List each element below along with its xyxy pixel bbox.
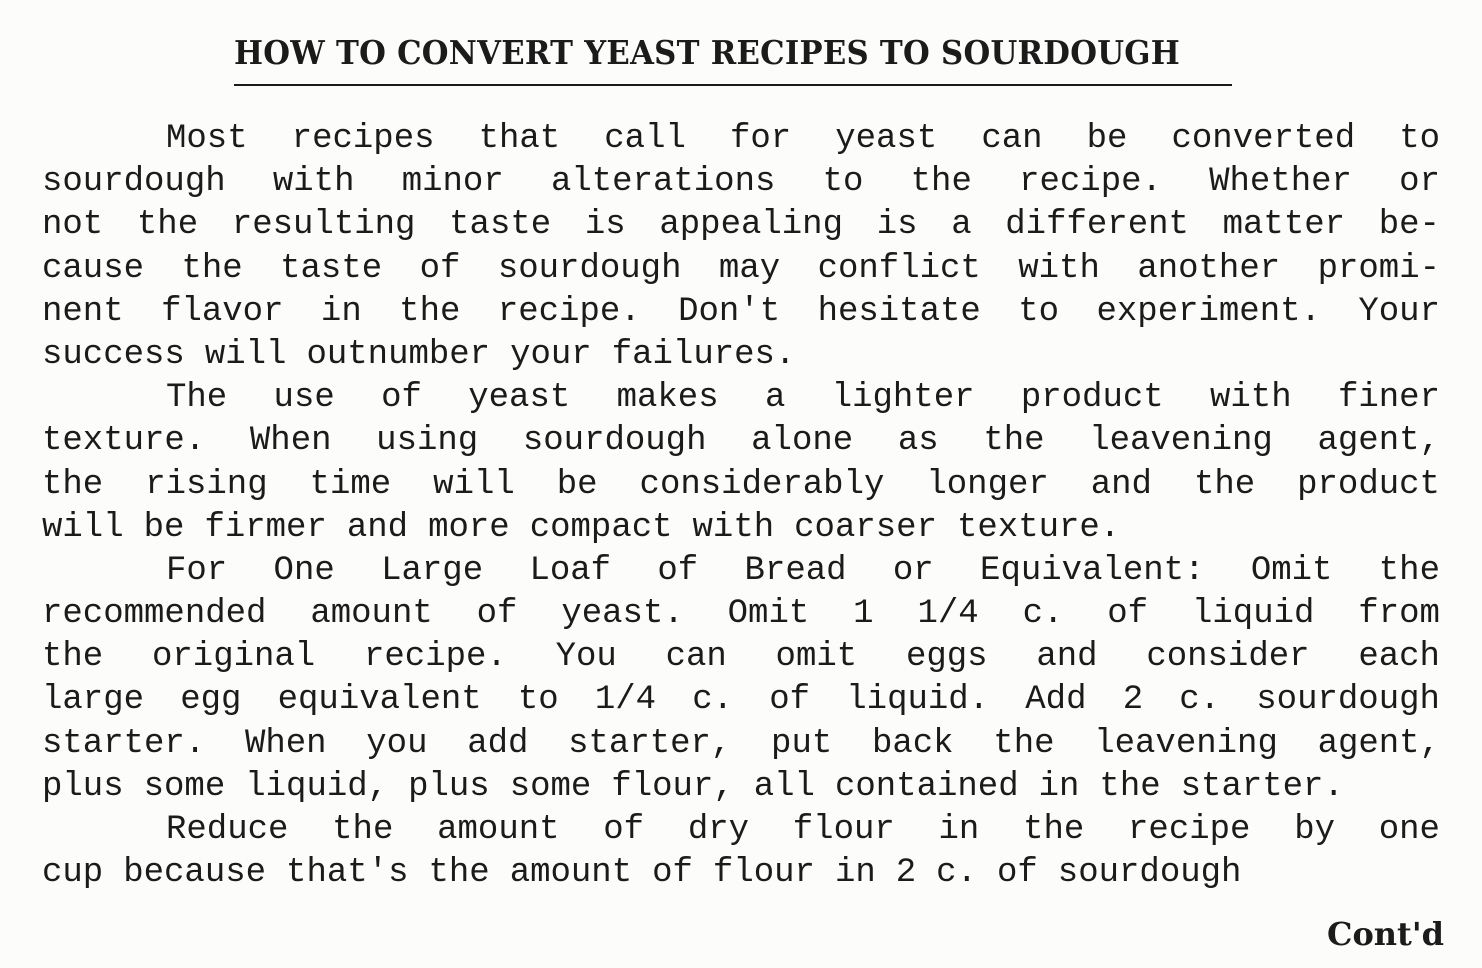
text-line <box>42 679 1440 722</box>
word: in <box>834 854 876 893</box>
word: can <box>981 120 1043 158</box>
word: each <box>1358 638 1440 677</box>
word: sourdough <box>522 422 707 461</box>
word: different <box>1005 206 1189 245</box>
word: taste <box>449 206 552 245</box>
word: to <box>822 163 864 202</box>
word: Your <box>1358 292 1440 331</box>
word: to <box>1399 120 1440 158</box>
word: time <box>309 465 392 504</box>
text-line <box>42 248 1440 291</box>
word: agent, <box>1317 422 1440 461</box>
word: plus <box>42 767 124 806</box>
word: original <box>151 638 316 677</box>
word: in <box>1038 767 1080 806</box>
word: Loaf <box>529 551 612 590</box>
word: flour, <box>611 767 734 806</box>
word: with <box>1210 379 1292 418</box>
word: starter, <box>568 724 732 763</box>
word: using <box>376 422 479 461</box>
word: that's <box>286 854 409 893</box>
word: c. <box>1179 681 1221 720</box>
word: coarser <box>794 508 937 547</box>
word: all <box>753 767 815 806</box>
word: add <box>467 724 529 763</box>
text-line <box>42 377 1440 420</box>
word: cup <box>42 854 104 893</box>
paragraph <box>42 377 1440 550</box>
word: the <box>910 163 972 202</box>
title-underline <box>234 84 1232 86</box>
word: yeast <box>835 120 938 158</box>
word: the <box>181 249 243 288</box>
word: appealing <box>659 206 843 245</box>
word: liquid, <box>245 767 389 806</box>
word: is <box>876 206 918 245</box>
word: the <box>1099 767 1161 806</box>
word: 1/4 <box>594 681 657 720</box>
word: by <box>1294 811 1335 849</box>
word: compact <box>529 508 673 547</box>
word: of <box>381 379 422 418</box>
word: yeast. <box>561 595 684 634</box>
word: in <box>320 292 362 331</box>
word: will <box>42 508 124 547</box>
word: matter <box>1222 206 1346 245</box>
word: You <box>555 638 617 677</box>
word: liquid <box>1191 595 1315 634</box>
word: amount <box>437 811 560 849</box>
text-line <box>42 291 1440 334</box>
word: the <box>1378 551 1440 590</box>
word: When <box>244 724 327 763</box>
word: recipe. <box>1019 163 1162 202</box>
word: 1 <box>853 595 874 634</box>
word: and <box>1090 465 1152 504</box>
word: texture. <box>42 422 206 461</box>
word: minor <box>401 163 504 202</box>
word: considerably <box>639 465 885 504</box>
paragraph <box>42 809 1440 895</box>
text-line <box>42 723 1440 766</box>
word: plus <box>408 767 490 806</box>
text-line <box>42 593 1440 636</box>
word: omit <box>775 638 858 677</box>
word: For <box>166 551 228 590</box>
word: to <box>1018 292 1060 331</box>
text-line <box>42 852 1440 895</box>
word: resulting <box>231 206 416 245</box>
word: another <box>1137 249 1281 288</box>
word: may <box>718 249 781 288</box>
page-title: HOW TO CONVERT YEAST RECIPES TO SOURDOUGH <box>234 33 1181 72</box>
word: your <box>510 335 592 374</box>
word: When <box>249 422 332 461</box>
word: of <box>657 551 699 590</box>
word: lighter <box>831 379 975 418</box>
word: sourdough <box>497 249 682 288</box>
word: or <box>892 551 934 590</box>
word: eggs <box>905 638 988 677</box>
word: Reduce <box>166 811 289 849</box>
word: Omit <box>1250 551 1333 590</box>
word: recipes <box>291 120 435 158</box>
word: you <box>366 724 428 763</box>
text-line <box>42 161 1440 204</box>
word: the <box>399 292 461 331</box>
word: makes <box>616 379 719 418</box>
word: not <box>42 206 104 245</box>
word: hesitate <box>817 292 981 331</box>
word: a <box>951 206 972 245</box>
word: recipe. <box>363 638 507 677</box>
word: will <box>433 465 515 504</box>
word: the <box>42 465 104 504</box>
text-line <box>42 464 1440 507</box>
text-line <box>42 420 1440 463</box>
word: of <box>476 595 518 634</box>
text-line <box>42 766 1440 809</box>
word: will <box>204 335 287 374</box>
word: as <box>897 422 939 461</box>
word: put <box>771 724 833 763</box>
word: leavening <box>1089 422 1273 461</box>
word: texture. <box>956 508 1121 547</box>
word: contained <box>834 767 1019 806</box>
word: failures. <box>611 335 796 374</box>
word: cause <box>42 249 145 288</box>
word: some <box>509 767 592 806</box>
word: of <box>996 854 1038 893</box>
word: be <box>556 465 598 504</box>
text-line <box>42 118 1440 161</box>
word: be <box>143 508 185 547</box>
word: or <box>1399 163 1440 202</box>
word: be- <box>1378 206 1440 245</box>
word: liquid. <box>846 681 990 720</box>
word: sourdough <box>42 163 226 202</box>
word: the <box>428 854 490 893</box>
word: from <box>1358 595 1440 634</box>
document-body <box>42 118 1440 895</box>
word: firmer <box>204 508 327 547</box>
word: finer <box>1337 379 1440 418</box>
word: some <box>143 767 226 806</box>
word: for <box>729 120 792 158</box>
word: promi- <box>1317 249 1440 288</box>
word: yeast <box>468 379 571 418</box>
word: consider <box>1146 638 1310 677</box>
word: and <box>346 508 409 547</box>
word: sourdough <box>1057 854 1242 893</box>
word: alone <box>751 422 854 461</box>
word: with <box>692 508 775 547</box>
word: agent, <box>1317 724 1440 763</box>
word: rising <box>145 465 268 504</box>
word: starter. <box>42 724 206 763</box>
word: Whether <box>1209 163 1352 202</box>
word: can <box>665 638 727 677</box>
word: the <box>993 724 1055 763</box>
word: Bread <box>744 551 847 590</box>
word: of <box>769 681 811 720</box>
word: longer <box>926 465 1049 504</box>
word: dry <box>687 811 750 849</box>
word: nent <box>42 292 124 331</box>
word: to <box>517 681 559 720</box>
word: with <box>1018 249 1100 288</box>
word: be <box>1086 120 1128 158</box>
word: taste <box>280 249 383 288</box>
paragraph <box>42 118 1440 377</box>
text-line <box>42 334 1440 377</box>
word: c. <box>692 681 734 720</box>
word: equivalent <box>277 681 482 720</box>
text-line <box>42 550 1440 593</box>
word: flour <box>792 811 895 849</box>
word: 2 <box>1122 681 1144 720</box>
word: the <box>1023 811 1085 849</box>
word: one <box>1378 811 1440 849</box>
word: c. <box>1022 595 1064 634</box>
word: amount <box>310 595 433 634</box>
word: recommended <box>42 595 267 634</box>
word: egg <box>180 681 242 720</box>
word: leavening <box>1094 724 1278 763</box>
word: recipe <box>1128 811 1251 849</box>
word: sourdough <box>1256 681 1440 720</box>
word: the <box>1193 465 1256 504</box>
word: because <box>123 854 267 893</box>
word: amount <box>509 854 633 893</box>
word: product <box>1297 465 1440 504</box>
word: of <box>1107 595 1149 634</box>
text-line <box>42 636 1440 679</box>
word: starter. <box>1180 767 1344 806</box>
word: call <box>604 120 686 158</box>
word: 1/4 <box>917 595 979 634</box>
word: and <box>1036 638 1098 677</box>
word: experiment. <box>1096 292 1321 331</box>
word: a <box>764 379 786 418</box>
word: that <box>478 120 561 158</box>
text-line <box>42 507 1440 550</box>
word: conflict <box>817 249 981 288</box>
text-line <box>42 809 1440 852</box>
word: the <box>983 422 1045 461</box>
word: use <box>273 379 335 418</box>
word: of <box>603 811 645 849</box>
word: the <box>42 638 104 677</box>
word: Don't <box>678 292 781 331</box>
word: converted <box>1171 120 1356 158</box>
word: flour <box>712 854 815 893</box>
word: with <box>272 163 355 202</box>
word: Add <box>1025 681 1087 720</box>
word: outnumber <box>306 335 491 374</box>
word: is <box>584 206 626 245</box>
word: the <box>332 811 394 849</box>
word: Omit <box>727 595 810 634</box>
word: success <box>42 335 185 374</box>
continued-label: Cont'd <box>1326 915 1444 953</box>
word: the <box>136 206 199 245</box>
word: product <box>1020 379 1164 418</box>
word: flavor <box>161 292 284 331</box>
word: more <box>428 508 510 547</box>
word: c. <box>936 854 977 893</box>
word: The <box>166 379 228 418</box>
word: Most <box>166 120 248 158</box>
word: of <box>652 854 693 893</box>
word: of <box>419 249 461 288</box>
word: recipe. <box>497 292 641 331</box>
paragraph <box>42 550 1440 809</box>
word: Equivalent: <box>980 551 1205 590</box>
word: back <box>871 724 954 763</box>
text-line <box>42 204 1440 247</box>
word: 2 <box>895 854 917 893</box>
word: alterations <box>550 163 776 202</box>
word: in <box>938 811 980 849</box>
word: large <box>42 681 145 720</box>
word: Large <box>381 551 484 590</box>
word: One <box>273 551 335 590</box>
